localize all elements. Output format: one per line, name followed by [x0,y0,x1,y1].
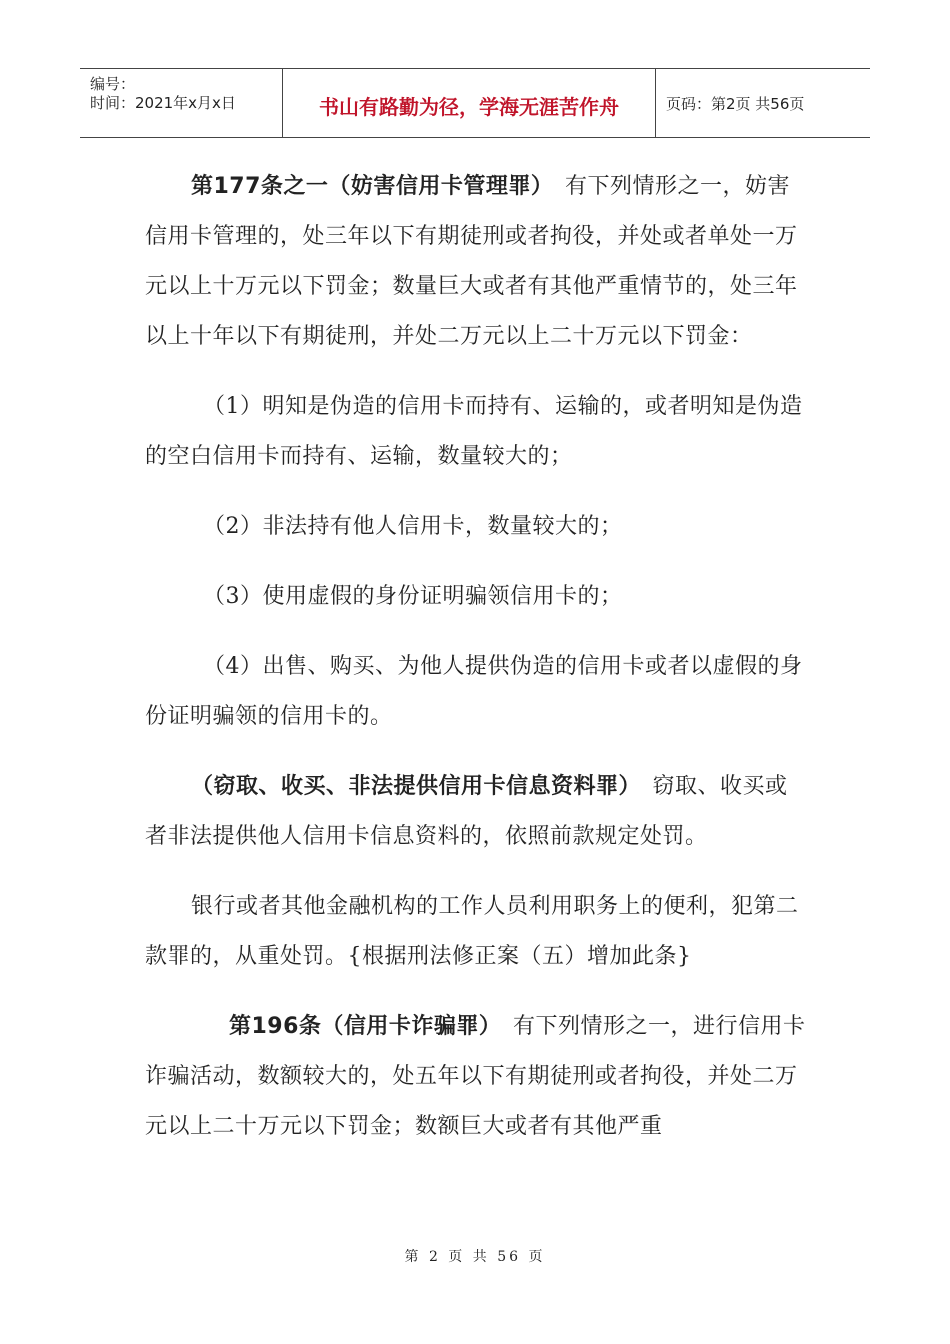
article-title: 第177条之一（妨害信用卡管理罪） [191,174,543,199]
paragraph-text: （1）明知是伪造的信用卡而持有、运输的，或者明知是伪造的空白信用卡而持有、运输，数量较大的； [145,394,803,469]
document-body [145,162,810,1172]
header-page-info: 页码：第2页 共56页 [666,95,805,113]
paragraph-bank-staff [145,882,810,982]
header-motto-cell [283,69,656,137]
header-page-cell [656,69,870,137]
paragraph-text: 窃取、收买或者非法提供他人信用卡信息资料的，依照前款规定处罚。 [145,774,788,849]
paragraph-info-theft [145,762,810,862]
paragraph-text: 有下列情形之一，妨害信用卡管理的，处三年以下有期徒刑或者拘役，并处或者单处一万元以上十万元以下罚金；数量巨大或者有其他严重情节的，处三年以上十年以下有期徒刑，并处二万元以上二十万元以下罚金： [145,174,798,349]
paragraph-196 [145,1002,810,1152]
paragraph-177 [145,162,810,362]
paragraph-item-2 [145,502,810,552]
paragraph-text: 银行或者其他金融机构的工作人员利用职务上的便利，犯第二款罪的，从重处罚。{根据刑法修正案（五）增加此条} [145,894,799,969]
paragraph-text: （3）使用虚假的身份证明骗领信用卡的； [203,584,623,609]
paragraph-item-3 [145,572,810,622]
paragraph-item-1 [145,382,810,482]
article-title: 第196条（信用卡诈骗罪） [229,1014,491,1039]
paragraph-text: （2）非法持有他人信用卡，数量较大的； [203,514,623,539]
header-motto: 书山有路勤为径，学海无涯苦作舟 [319,95,619,119]
number-label: 编号： [90,75,136,93]
paragraph-text: 有下列情形之一，进行信用卡诈骗活动，数额较大的，处五年以下有期徒刑或者拘役，并处二万元以上二十万元以下罚金；数额巨大或者有其他严重 [145,1014,806,1139]
paragraph-item-4 [145,642,810,742]
page-footer: 第 2 页 共 56 页 [404,1249,546,1265]
paragraph-text: （4）出售、购买、为他人提供伪造的信用卡或者以虚假的身份证明骗领的信用卡的。 [145,654,803,729]
header-meta-cell [80,69,283,137]
page-header [80,68,870,138]
date-label: 时间：2021年x月x日 [90,94,236,112]
crime-title: （窃取、收买、非法提供信用卡信息资料罪） [191,774,631,799]
